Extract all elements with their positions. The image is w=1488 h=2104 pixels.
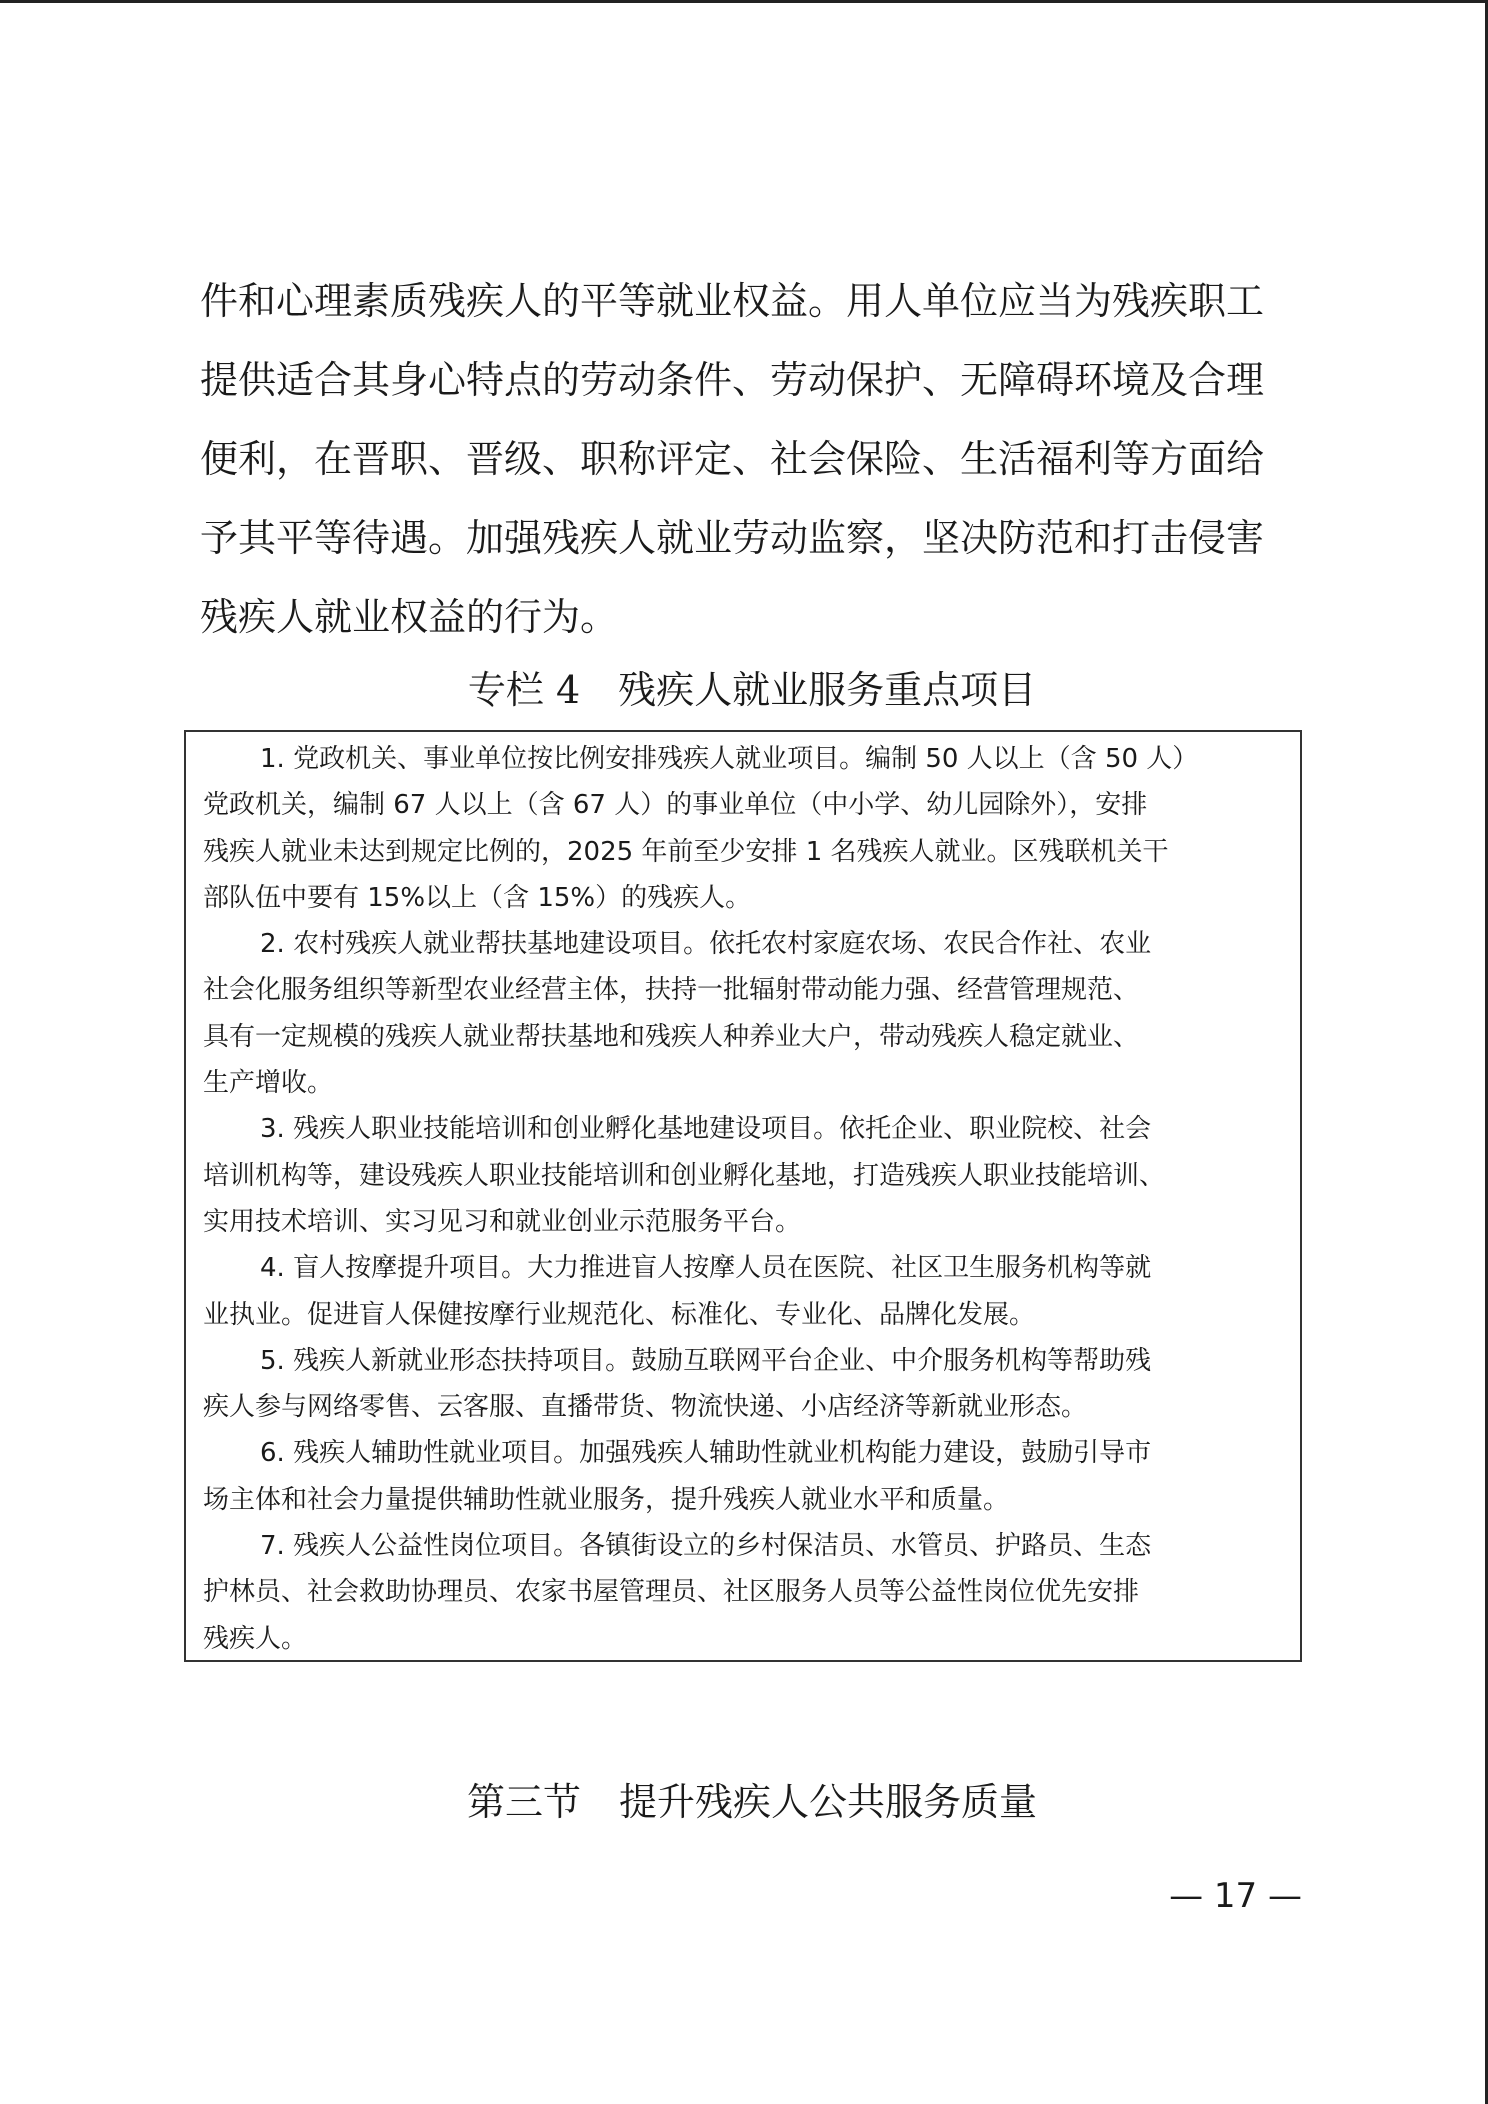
body-line: 予其平等待遇。加强残疾人就业劳动监察，坚决防范和打击侵害 <box>200 516 1265 560</box>
project-item-7-line: 护林员、社会救助协理员、农家书屋管理员、社区服务人员等公益性岗位优先安排 <box>203 1577 1140 1608</box>
box-title: 专栏 4 残疾人就业服务重点项目 <box>467 668 1037 712</box>
project-item-6-line: 6. 残疾人辅助性就业项目。加强残疾人辅助性就业机构能力建设，鼓励引导市 <box>260 1438 1152 1469</box>
project-box <box>184 730 1302 1662</box>
body-line: 便利，在晋职、晋级、职称评定、社会保险、生活福利等方面给 <box>200 437 1265 481</box>
project-item-2-line: 具有一定规模的残疾人就业帮扶基地和残疾人种养业大户，带动残疾人稳定就业、 <box>203 1021 1140 1052</box>
project-item-3-line: 3. 残疾人职业技能培训和创业孵化基地建设项目。依托企业、职业院校、社会 <box>260 1114 1152 1145</box>
project-list <box>203 736 1287 1662</box>
project-item-4-line: 业执业。促进盲人保健按摩行业规范化、标准化、专业化、品牌化发展。 <box>203 1299 1036 1330</box>
project-item-1-line: 残疾人就业未达到规定比例的，2025 年前至少安排 1 名残疾人就业。区残联机关干 <box>203 836 1169 867</box>
project-item-1-line: 1. 党政机关、事业单位按比例安排残疾人就业项目。编制 50 人以上（含 50 人） <box>260 744 1199 774</box>
project-item-4-line: 4. 盲人按摩提升项目。大力推进盲人按摩人员在医院、社区卫生服务机构等就 <box>260 1253 1152 1284</box>
project-item-5-line: 疾人参与网络零售、云客服、直播带货、物流快递、小店经济等新就业形态。 <box>203 1392 1088 1423</box>
project-item-5-line: 5. 残疾人新就业形态扶持项目。鼓励互联网平台企业、中介服务机构等帮助残 <box>260 1345 1152 1376</box>
page-number: — 17 — <box>1169 1876 1302 1916</box>
project-item-7-line: 残疾人。 <box>203 1623 308 1654</box>
project-item-2-line: 2. 农村残疾人就业帮扶基地建设项目。依托农村家庭农场、农民合作社、农业 <box>260 929 1152 960</box>
body-paragraph <box>200 262 1304 657</box>
page-top-border <box>0 0 1488 3</box>
project-item-2-line: 社会化服务组织等新型农业经营主体，扶持一批辐射带动能力强、经营管理规范、 <box>203 975 1140 1006</box>
project-item-3-line: 实用技术培训、实习见习和就业创业示范服务平台。 <box>203 1206 802 1237</box>
section-heading: 第三节 提升残疾人公共服务质量 <box>466 1780 1037 1824</box>
body-line: 残疾人就业权益的行为。 <box>200 595 619 639</box>
project-item-1-line: 部队伍中要有 15%以上（含 15%）的残疾人。 <box>203 882 752 913</box>
body-line: 件和心理素质残疾人的平等就业权益。用人单位应当为残疾职工 <box>200 279 1265 323</box>
project-item-7-line: 7. 残疾人公益性岗位项目。各镇街设立的乡村保洁员、水管员、护路员、生态 <box>260 1531 1152 1562</box>
project-item-3-line: 培训机构等，建设残疾人职业技能培训和创业孵化基地，打造残疾人职业技能培训、 <box>203 1160 1166 1191</box>
project-item-2-line: 生产增收。 <box>203 1068 334 1099</box>
project-item-6-line: 场主体和社会力量提供辅助性就业服务，提升残疾人就业水平和质量。 <box>203 1484 1010 1515</box>
project-item-1-line: 党政机关，编制 67 人以上（含 67 人）的事业单位（中小学、幼儿园除外），安排 <box>203 790 1148 821</box>
body-line: 提供适合其身心特点的劳动条件、劳动保护、无障碍环境及合理 <box>200 358 1265 402</box>
